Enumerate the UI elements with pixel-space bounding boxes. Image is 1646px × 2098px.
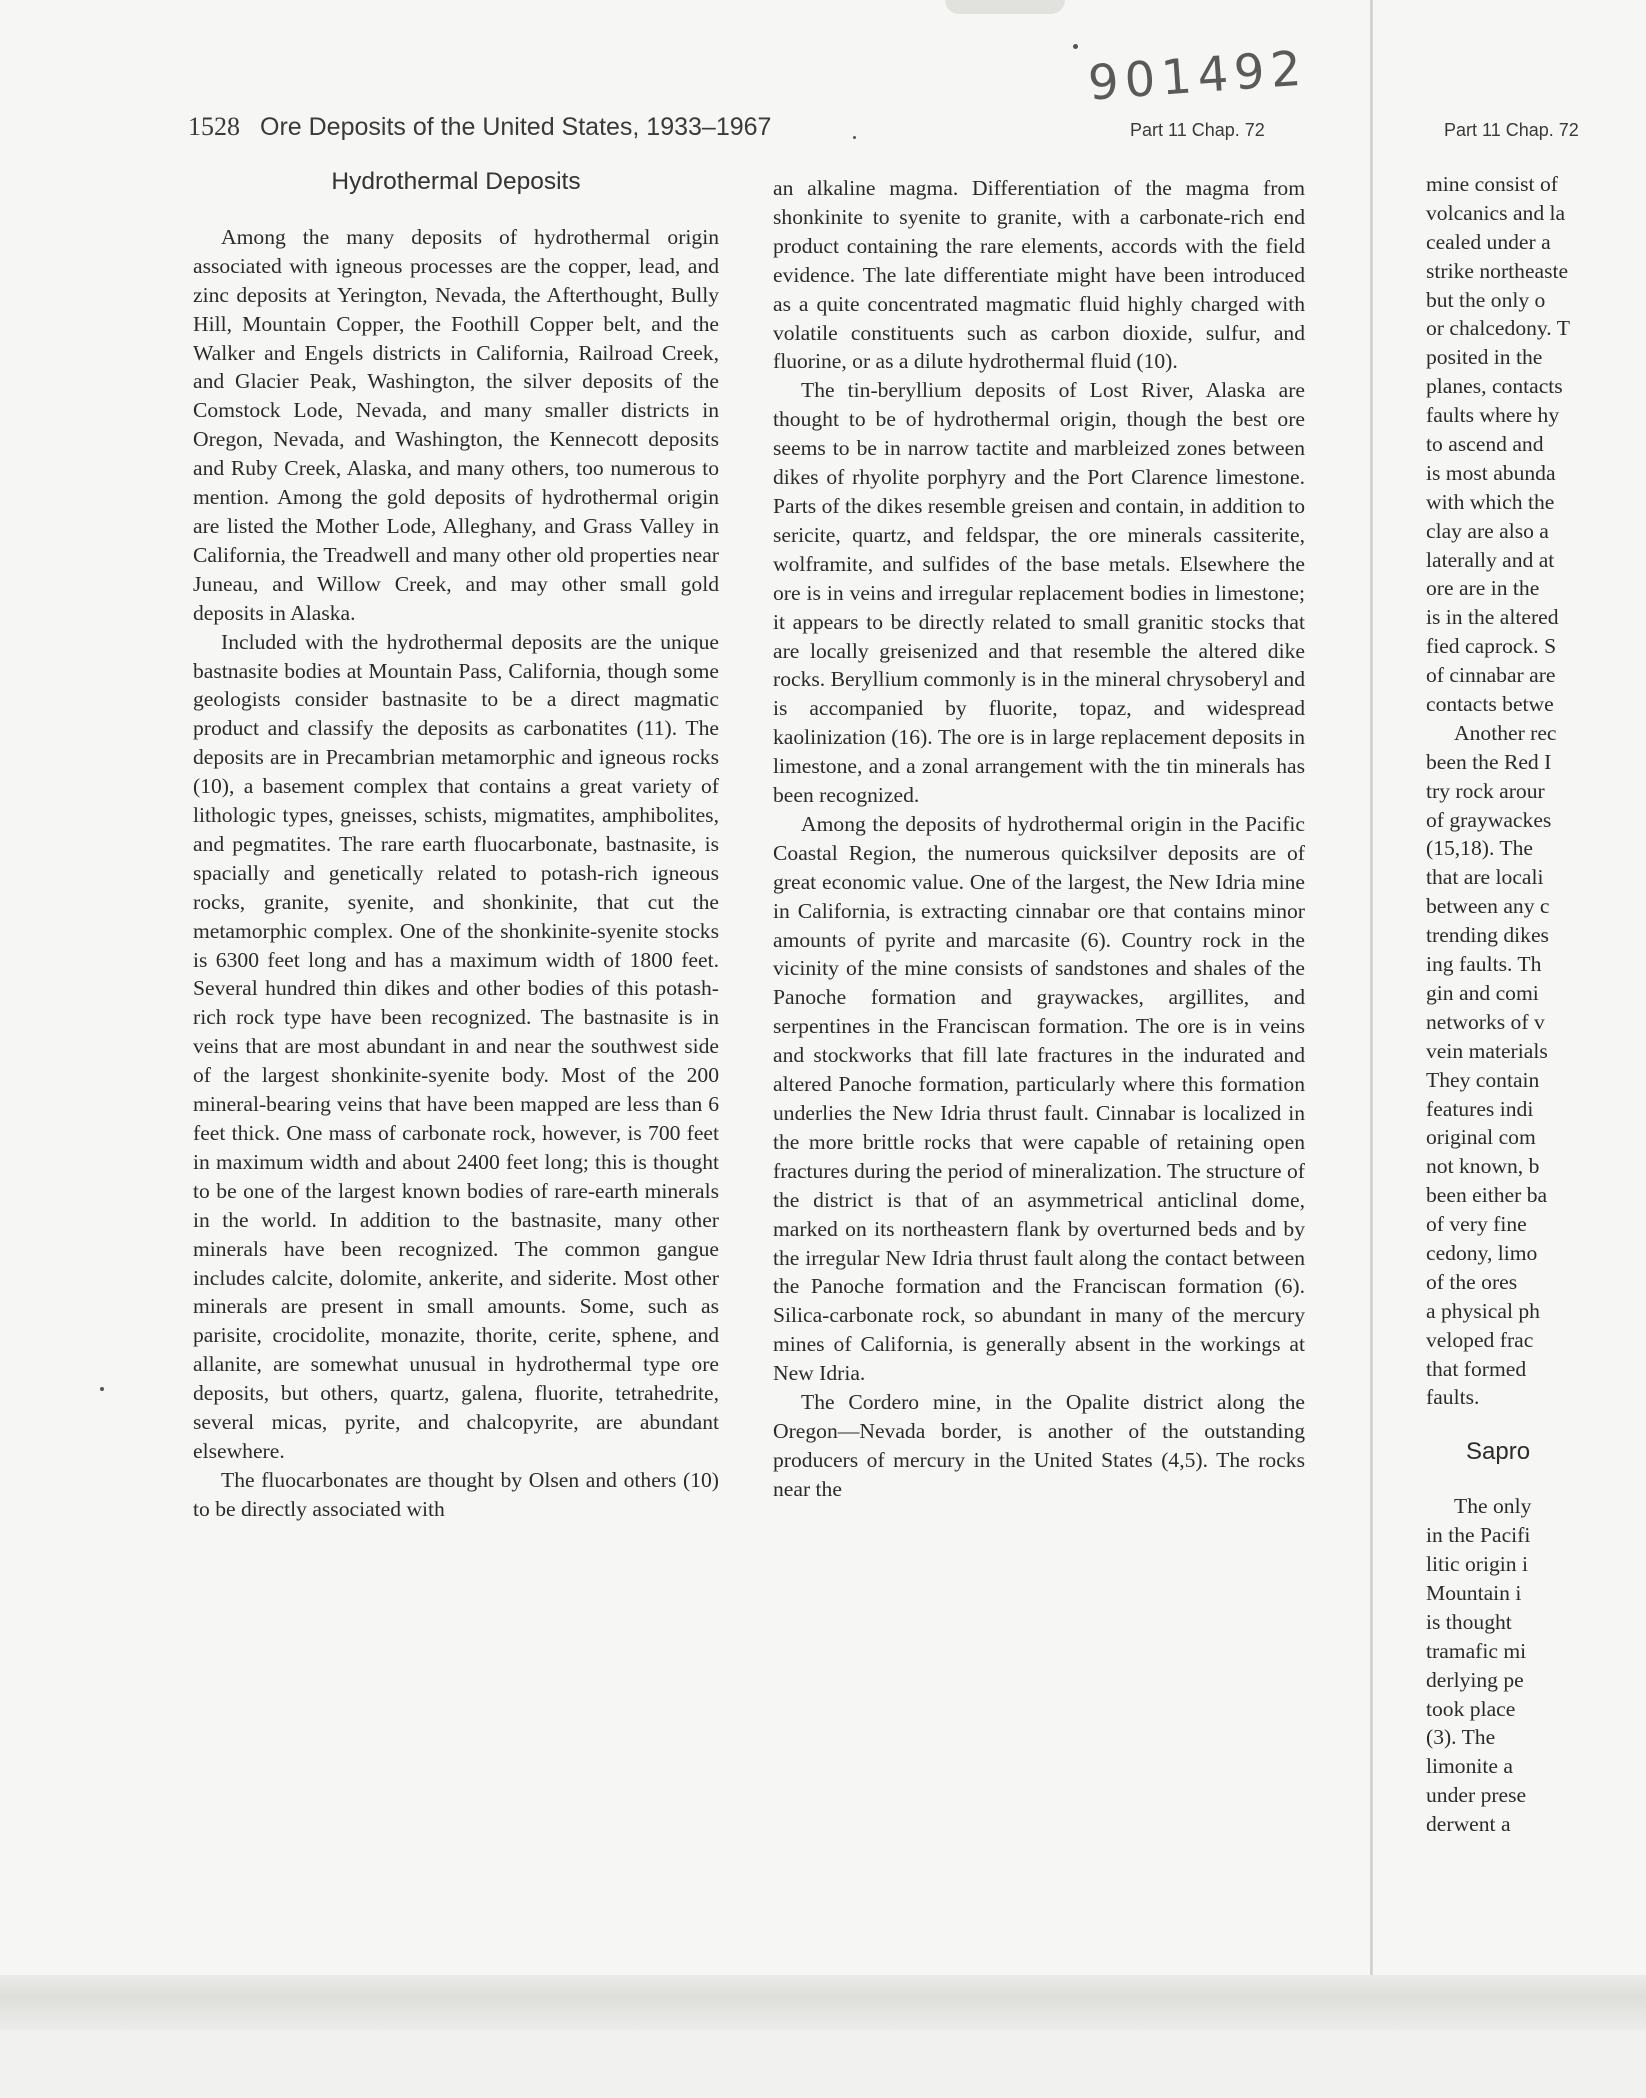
column-3-line: been the Red I	[1426, 749, 1552, 774]
column-3-line: gin and comi	[1426, 980, 1539, 1005]
column-3-line: that are locali	[1426, 865, 1544, 890]
column-3-line: of very fine	[1426, 1212, 1527, 1237]
column-3-line: strike northeaste	[1426, 258, 1569, 283]
column-3-line: Another rec	[1454, 720, 1557, 745]
column-3-heading: Sapro	[1466, 1438, 1531, 1466]
column-3-line: litic origin i	[1426, 1552, 1528, 1577]
column-3-line: Mountain i	[1426, 1580, 1522, 1605]
paragraph: The tin-beryllium deposits of Lost River, Alaska are thought to be of hydrothermal origin, though the best ore seems to be in narrow tactite and marbleized zones between dikes of rhyolite porphyry and the Port Clarence limestone. Parts of the dikes resemble greisen and contain, in addition to sericite, quartz, and feldspar, the ore minerals cassiterite, wolframite, and sulfides of the base metals. Elsewhere the ore is in veins and irregular replacement bodies in limestone; it appears to be directly related to small granitic stocks that are locally greisenized and that resemble the altered dike rocks. Beryllium commonly is in the mineral chrysoberyl and is accompanied by fluorite, topaz, and widespread kaolinization (16). The ore is in large replacement deposits in limestone, and a zonal arrangement with the tin minerals has been recognized.	[773, 378, 1305, 808]
column-3-line: networks of v	[1426, 1009, 1545, 1034]
page-bottom-margin	[0, 2030, 1646, 2098]
column-3-line: in the Pacifi	[1426, 1523, 1531, 1548]
paragraph: an alkaline magma. Differentiation of the magma from shonkinite to syenite to granite, with a carbonate-rich end product containing the rare elements, accords with the field evidence. The late differentiate might have been introduced as a quite concentrated magmatic fluid highly charged with volatile constituents such as carbon dioxide, sulfur, and fluorine, or as a dilute hydrothermal fluid (10).	[773, 176, 1305, 374]
column-3-line: not known, b	[1426, 1154, 1540, 1179]
page-header-left	[188, 112, 771, 142]
paragraph: Among the many deposits of hydrothermal origin associated with igneous processes are the copper, lead, and zinc deposits at Yerington, Nevada, the Afterthought, Bully Hill, Mountain Copper, the Foothill Copper belt, and the Walker and Engels districts in California, Railroad Creek, and Glacier Peak, Washington, the silver deposits of the Comstock Lode, Nevada, and many smaller districts in Oregon, Nevada, and Washington, the Kennecott deposits and Ruby Creek, Alaska, and many others, too numerous to mention. Among the gold deposits of hydrothermal origin are listed the Mother Lode, Alleghany, and Grass Valley in California, the Treadwell and many other old properties near Juneau, and Willow Creek, and may other small gold deposits in Alaska.	[193, 224, 719, 625]
column-3-line: original com	[1426, 1125, 1536, 1150]
ink-dot	[1073, 44, 1078, 49]
column-3-line: clay are also a	[1426, 518, 1549, 543]
column-3-line: is thought	[1426, 1609, 1512, 1634]
column-3-line: but the only o	[1426, 287, 1546, 312]
paragraph: The Cordero mine, in the Opalite district along the Oregon—Nevada border, is another of the outstanding producers of mercury in the United States (4,5). The rocks near the	[773, 1390, 1305, 1501]
column-3-line: took place	[1426, 1696, 1516, 1721]
column-3-line: volcanics and la	[1426, 200, 1566, 225]
column-3-line: planes, contacts	[1426, 374, 1563, 399]
section-title: Hydrothermal Deposits	[331, 168, 581, 195]
handwritten-document-number: 901492	[1086, 40, 1309, 112]
column-3-line: faults.	[1426, 1385, 1480, 1410]
column-3-line: of cinnabar are	[1426, 663, 1556, 688]
column-3-line: of the ores	[1426, 1269, 1518, 1294]
column-3-line: under prese	[1426, 1783, 1527, 1808]
column-3-line: mine consist of	[1426, 172, 1558, 196]
paragraph: The fluocarbonates are thought by Olsen and others (10) to be directly associated with	[193, 1467, 719, 1521]
column-3-line: cealed under a	[1426, 229, 1551, 254]
column-3-line: limonite a	[1426, 1754, 1513, 1779]
page-header-far-right: Part 11 Chap. 72	[1444, 120, 1579, 140]
column-3-line: between any c	[1426, 894, 1550, 919]
column-3-line: been either ba	[1426, 1183, 1548, 1208]
page-header-right: Part 11 Chap. 72	[1130, 120, 1265, 140]
paragraph: Among the deposits of hydrothermal origin in the Pacific Coastal Region, the numerous quicksilver deposits are of great economic value. One of the largest, the New Idria mine in California, is extracting cinnabar ore that contains minor amounts of pyrite and marcasite (6). Country rock in the vicinity of the mine consists of sandstones and shales of the Panoche formation and graywackes, argillites, and serpentines in the Franciscan formation. The ore is in veins and stockworks that fill late fractures in the indurated and altered Panoche formation, particularly where this formation underlies the New Idria thrust fault. Cinnabar is localized in the more brittle rocks that were capable of retaining open fractures during the period of mineralization. The structure of the district is that of an asymmetrical anticlinal dome, marked on its northeastern flank by overturned beds and by the irregular New Idria thrust fault along the contact between the Panoche formation and the Franciscan formation (6). Silica-carbonate rock, so abundant in many of the mercury mines of California, is generally absent in the workings at New Idria.	[773, 811, 1305, 1386]
running-title: Ore Deposits of the United States, 1933–1967	[260, 113, 772, 141]
text-column-1	[193, 168, 719, 1524]
column-3-line: of graywackes	[1426, 807, 1552, 832]
column-3-line: trending dikes	[1426, 923, 1549, 948]
paragraph: Included with the hydrothermal deposits are the unique bastnasite bodies at Mountain Pass, California, though some geologists consider bastnasite to be a direct magmatic product and classify the deposits as carbonatites (11). The deposits are in Precambrian metamorphic and igneous rocks (10), a basement complex that contains a great variety of lithologic types, gneisses, schists, migmatites, amphibolites, and pegmatites. The rare earth fluocarbonate, bastnasite, is spacially and genetically related to potash-rich igneous rocks, granite, syenite, and shonkinite, that cut the metamorphic complex. One of the shonkinite-syenite stocks is 6300 feet long and has a maximum width of 1800 feet. Several hundred thin dikes and other bodies of this potash-rich rock type have been recognized. The bastnasite is in veins that are most abundant in and near the southwest side of the largest shonkinite-syenite body. Most of the 200 mineral-bearing veins that have been mapped are less than 6 feet thick. One mass of carbonate rock, however, is 700 feet in maximum width and about 2400 feet long; this is thought to be one of the largest known bodies of rare-earth minerals in the world. In addition to the bastnasite, many other minerals have been recognized. The common gangue includes calcite, dolomite, ankerite, and siderite. Most other minerals are present in small amounts. Some, such as parisite, crocidolite, monazite, thorite, cerite, sphene, and allanite, are somewhat unusual in hydrothermal type ore deposits, but others, quartz, galena, fluorite, tetrahedrite, several micas, pyrite, and chalcopyrite, are abundant elsewhere.	[193, 629, 719, 1463]
text-column-2	[773, 174, 1305, 1504]
column-3-line: tramafic mi	[1426, 1638, 1527, 1663]
column-3-line: They contain	[1426, 1067, 1540, 1092]
column-3-line: a physical ph	[1426, 1298, 1540, 1323]
column-3-line: laterally and at	[1426, 547, 1555, 572]
column-3-line: posited in the	[1426, 345, 1543, 370]
column-3-line: ing faults. Th	[1426, 952, 1542, 977]
page-number: 1528	[188, 112, 240, 141]
column-3-line: cedony, limo	[1426, 1240, 1538, 1265]
column-3-line: vein materials	[1426, 1038, 1548, 1063]
column-3-line: is in the altered	[1426, 605, 1559, 630]
column-3-line: features indi	[1426, 1096, 1534, 1121]
column-3-line: try rock arour	[1426, 778, 1545, 803]
column-3-line: (15,18). The	[1426, 836, 1533, 861]
column-3-line: The only	[1454, 1494, 1532, 1519]
column-3-line: is most abunda	[1426, 460, 1556, 485]
column-3-line: or chalcedony. T	[1426, 316, 1570, 341]
page-bottom-edge	[0, 1975, 1646, 2030]
paper-tab	[945, 0, 1065, 14]
column-3-line: faults where hy	[1426, 403, 1560, 428]
text-column-3-cropped	[1426, 170, 1628, 1970]
ink-dot	[100, 1387, 104, 1391]
page-fold-line	[1370, 0, 1373, 2098]
column-3-line: (3). The	[1426, 1725, 1496, 1750]
column-3-line: to ascend and	[1426, 432, 1544, 457]
column-3-line: contacts betwe	[1426, 692, 1554, 717]
column-3-line: ore are in the	[1426, 576, 1540, 601]
column-3-line: with which the	[1426, 489, 1555, 514]
column-3-line: derwent a	[1426, 1812, 1511, 1837]
ink-dot	[853, 136, 856, 139]
column-3-line: veloped frac	[1426, 1327, 1534, 1352]
column-3-line: that formed	[1426, 1356, 1527, 1381]
column-3-line: fied caprock. S	[1426, 634, 1557, 659]
column-3-line: derlying pe	[1426, 1667, 1524, 1692]
